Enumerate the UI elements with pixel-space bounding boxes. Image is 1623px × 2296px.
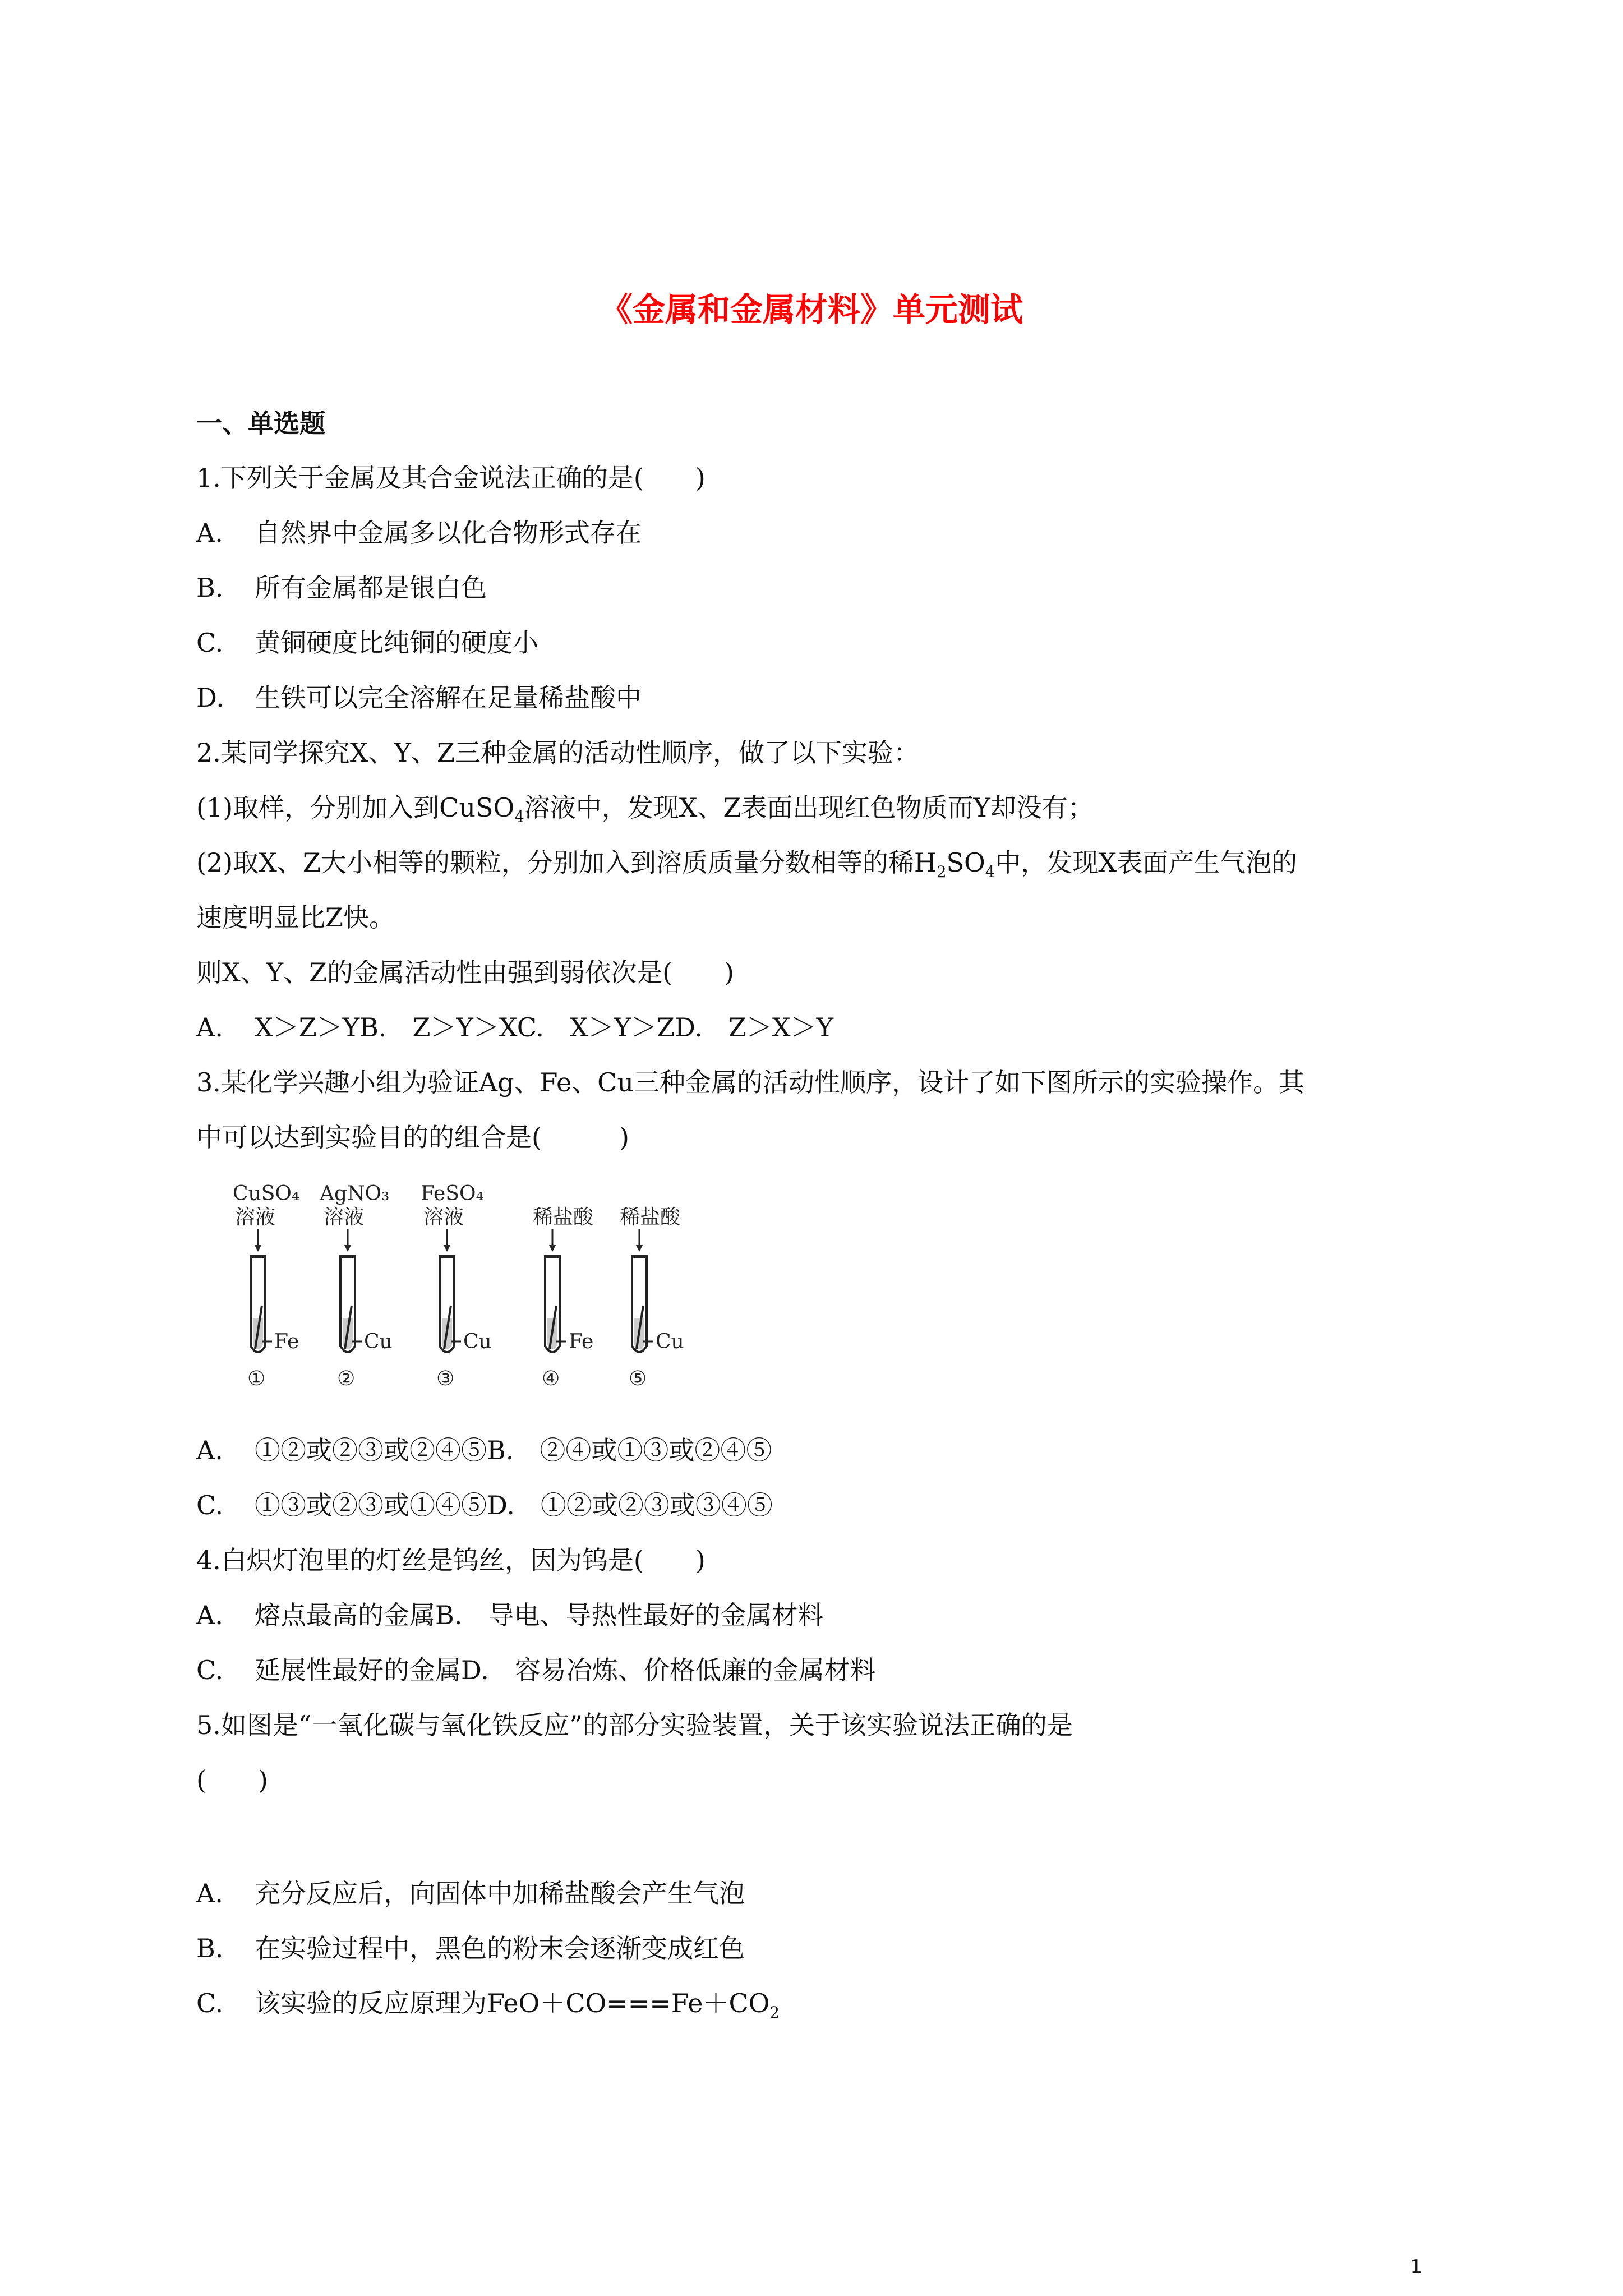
question-5-stem: 5.如图是“一氧化碳与氧化铁反应”的部分实验装置，关于该实验说法正确的是	[196, 1710, 1073, 1740]
option-letter: A.	[196, 1012, 223, 1043]
option-text: 充分反应后，向固体中加稀盐酸会产生气泡	[255, 1878, 745, 1908]
option-letter: D.	[196, 683, 224, 713]
subscript: 2	[769, 2003, 780, 2022]
reagent-label: 稀盐酸	[533, 1206, 594, 1229]
page-title: 《金属和金属材料》单元测试	[600, 291, 1023, 329]
reagent-label: 溶液	[423, 1206, 464, 1229]
option-text: 该实验的反应原理为FeO＋CO===Fe＋CO	[255, 1988, 770, 2018]
reagent-label: 稀盐酸	[620, 1206, 681, 1229]
tube-number: ②	[337, 1367, 356, 1390]
option-letter: B.	[196, 573, 224, 603]
subscript: 4	[514, 808, 524, 827]
option-text: ①②或②③或②④⑤B. ②④或①③或②④⑤	[255, 1435, 772, 1465]
question-2-options	[196, 1011, 833, 1044]
subscript: 2	[936, 863, 947, 882]
metal-label: Cu	[364, 1330, 393, 1353]
step-text: (2)取X、Z大小相等的颗粒，分别加入到溶质质量分数相等的稀H	[196, 847, 937, 878]
question-5-option-b	[196, 1931, 745, 1965]
question-1-option-c	[196, 626, 538, 660]
option-letter: A.	[196, 518, 223, 548]
test-tube-3	[421, 1182, 492, 1390]
question-1-option-d	[196, 681, 642, 714]
option-text: 延展性最好的金属D. 容易冶炼、价格低廉的金属材料	[255, 1655, 876, 1685]
test-tube-figure	[227, 1178, 721, 1402]
option-letter: A.	[196, 1600, 223, 1630]
question-4-options-cd	[196, 1653, 876, 1687]
tube-number: ⑤	[629, 1367, 647, 1390]
metal-label: Cu	[463, 1330, 492, 1353]
step-text: (1)取样，分别加入到CuSO	[196, 792, 515, 823]
question-5-option-c	[196, 1986, 780, 2030]
question-5-paren: ( )	[196, 1765, 268, 1795]
question-4-stem: 4.白炽灯泡里的灯丝是钨丝，因为钨是( )	[196, 1545, 706, 1575]
option-letter: C.	[196, 1655, 224, 1685]
test-tube-5	[620, 1206, 684, 1390]
question-4-options-ab	[196, 1598, 823, 1632]
option-letter: C.	[196, 628, 224, 658]
option-text: ①③或②③或①④⑤D. ①②或②③或③④⑤	[255, 1490, 773, 1520]
page-number: 1	[1410, 2256, 1422, 2278]
reagent-label: CuSO₄	[233, 1182, 300, 1205]
reagent-label: 溶液	[324, 1206, 365, 1229]
tube-number: ①	[247, 1367, 266, 1390]
option-text: 生铁可以完全溶解在足量稀盐酸中	[255, 683, 642, 713]
option-text: 所有金属都是银白色	[255, 573, 487, 603]
option-letter: A.	[196, 1435, 223, 1465]
option-letter: A.	[196, 1878, 223, 1908]
metal-label: Fe	[274, 1330, 299, 1353]
test-tube-4	[533, 1206, 594, 1390]
question-3-options-ab	[196, 1433, 772, 1467]
option-letter: B.	[196, 1933, 224, 1963]
subscript: 4	[985, 863, 995, 882]
question-1-stem: 1.下列关于金属及其合金说法正确的是( )	[196, 463, 706, 493]
question-3-stem-line-2: 中可以达到实验目的的组合是( )	[196, 1122, 629, 1152]
metal-label: Fe	[569, 1330, 594, 1353]
question-2-step-2-cont: 速度明显比Z快。	[196, 902, 395, 933]
option-text: 熔点最高的金属B. 导电、导热性最好的金属材料	[255, 1600, 824, 1630]
option-text: 黄铜硬度比纯铜的硬度小	[255, 628, 538, 658]
reagent-label: 溶液	[235, 1206, 276, 1229]
metal-label: Cu	[656, 1330, 684, 1353]
question-3-options-cd	[196, 1488, 773, 1522]
question-1-option-a	[196, 516, 642, 550]
question-5-option-a	[196, 1877, 745, 1910]
option-text: 自然界中金属多以化合物形式存在	[255, 518, 642, 548]
section-heading: 一、单选题	[196, 408, 325, 439]
option-letter: C.	[196, 1490, 224, 1520]
tube-number: ③	[436, 1367, 455, 1390]
question-2-stem: 2.某同学探究X、Y、Z三种金属的活动性顺序，做了以下实验：	[196, 737, 919, 768]
question-2-step-2	[196, 846, 1297, 889]
option-text: X＞Z＞YB. Z＞Y＞XC. X＞Y＞ZD. Z＞X＞Y	[255, 1012, 833, 1043]
question-1-option-b	[196, 571, 487, 605]
test-tube-1	[233, 1182, 299, 1390]
step-text: 中，发现X表面产生气泡的	[995, 847, 1298, 878]
question-2-step-1	[196, 791, 1094, 834]
reagent-label: FeSO₄	[421, 1182, 484, 1205]
test-tube-2	[319, 1182, 393, 1390]
step-text: SO	[946, 847, 985, 878]
question-2-ask: 则X、Y、Z的金属活动性由强到弱依次是( )	[196, 957, 734, 988]
question-3-stem-line-1: 3.某化学兴趣小组为验证Ag、Fe、Cu三种金属的活动性顺序，设计了如下图所示的实验操作。其	[196, 1067, 1305, 1098]
option-text: 在实验过程中，黑色的粉末会逐渐变成红色	[255, 1933, 745, 1963]
option-letter: C.	[196, 1988, 224, 2018]
step-text: 溶液中，发现X、Z表面出现红色物质而Y却没有；	[524, 792, 1094, 823]
tube-number: ④	[542, 1367, 560, 1390]
reagent-label: AgNO₃	[320, 1182, 390, 1205]
